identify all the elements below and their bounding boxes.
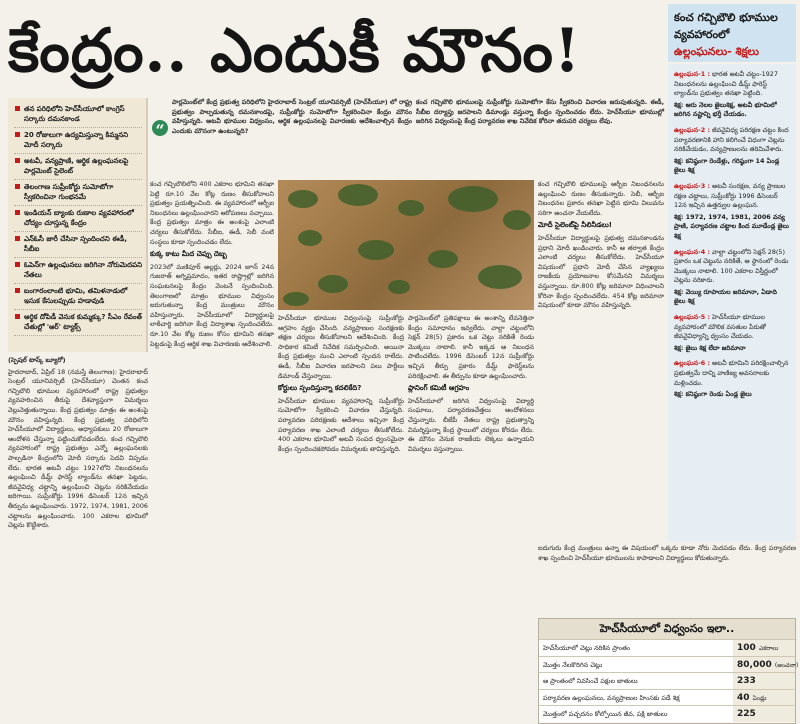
- highlight-item: అటవీ, వన్యప్రాణి, ఆర్థిక ఉల్లంఘనలపై పార్లమెంట్ సైలెంట్: [14, 154, 142, 180]
- row-label: పర్యావరణ ఉల్లంఘనలు, వన్యప్రాణుల హింసకు పడే శిక్ష: [539, 690, 733, 706]
- highlight-item: తన పరిధిలోని హెచ్‌సీయూలో కాంగ్రెస్ సర్కారు దమనకాండ: [14, 102, 142, 128]
- article-column-6: [538, 544, 796, 624]
- article-column-4: [408, 314, 534, 724]
- highlights-box: [8, 98, 148, 352]
- violation-label: ఉల్లంఘన-5 :: [674, 313, 710, 322]
- subheading: కోర్టులు స్పందిస్తున్నా కదలికేది?: [278, 384, 362, 393]
- row-label: హెచ్‌సీయూలో చెట్లు నరికిన ప్రాంతం: [539, 640, 733, 656]
- highlight-item: ఎన్‌ఓసీ జారీ చేసినా స్పందించని ఈడీ, సీబీఐ: [14, 232, 142, 258]
- violation-item: [674, 248, 790, 308]
- violation-label: ఉల్లంఘన-3 :: [674, 181, 710, 190]
- article-body: పార్లమెంట్‌లో ప్రతిపక్షాలు ఈ అంశాన్ని లేవనెత్తినా కేంద్రం సమాధానం ఇవ్వలేదు. వాల్టా చట్టంలోని సెక్షన్ 28(5) ప్రకారం ఒక చెట్టు నరికితే రెండు మొక్కలు నాటాలి. కానీ ఇక్కడ ఆ నిబంధన పాటించలేదు. 1996 డిసెంబర్ 12న సుప్రీంకోర్టు ఇచ్చిన తీర్పు ప్రకారం డీమ్డ్ ఫారెస్ట్‌లను పరిరక్షించాలి. ఈ తీర్పును కూడా ఉల్లంఘించారు.: [408, 314, 534, 380]
- headline: కేంద్రం.. ఎందుకీ మౌనం!: [8, 16, 582, 86]
- aerial-photo: [278, 180, 534, 310]
- table-title: హెచ్‌సీయూలో విధ్వంసం ఇలా..: [539, 619, 795, 639]
- article-body: హెచ్‌సీయూ భూముల వ్యవహారాన్ని సుప్రీంకోర్టు సుమోటోగా స్వీకరించి విచారణ చేస్తున్నది. పర్యావరణ పరిరక్షణకు ఆదేశాలు ఇచ్చినా కేంద్ర పర్యావరణ శాఖ ఎలాంటి చర్యలు తీసుకోలేదు. 400 ఎకరాల భూమిలో అటవీ సంపద ధ్వంసమైనా కేంద్రం స్పందించకపోవడం విమర్శలకు తావిస్తున్నది.: [278, 396, 404, 453]
- row-label: మొత్తంలో పచ్చదనం కోల్పోయిన జీవ, పక్షి జాతులు: [539, 706, 733, 722]
- violation-label: ఉల్లంఘన-2 :: [674, 125, 710, 134]
- intro-text: పార్లమెంట్‌లో కేంద్ర ప్రభుత్వ పరిధిలోని హైదరాబాద్ సెంట్రల్ యూనివర్సిటీ (హెచ్‌సీయూ) లో రాష్ట్ర ప్రభుత్వం పాల్పడుతున్న దమనకాండపై, సుప్రీంకోర్టు సుమోటోగా స్వీకరించినా కేంద్రం మౌనం వహిస్తున్నది. అటవీ భూముల విధ్వంసం, ఆర్థిక ఉల్లంఘనలపై విచారణకు ఆదేశించాల్సిన కేంద్రం ఎందుకు మౌనంగా ఉంటున్నది?: [172, 98, 412, 135]
- row-value: 225: [733, 706, 795, 722]
- highlight-item: ఆర్థిక దోపిడీ వెనుక కుమ్మక్కు? సీఎం రేవంత్ చేతుల్లో 'ఆర్‌' ట్యాక్స్: [14, 310, 142, 336]
- table-row: [539, 689, 795, 706]
- article-body: 2023లో మణిపూర్ అల్లర్లు, 2024 జూన్ 24న గుజరాత్ అగ్నిప్రమాదం, ఇతర రాష్ట్రాల్లో జరిగిన సంఘటనలపై కేంద్రం వెంటనే స్పందించింది. తెలంగాణలో మాత్రం భూముల విధ్వంసం జరుగుతున్నా కేంద్ర మంత్రులు మౌనం వహిస్తున్నారు. హెచ్‌సీయూలో విద్యార్థులపై లాఠీచార్జి జరిగినా కేంద్ర విద్యాశాఖ స్పందించలేదు. రూ.10 వేల కోట్ల రుణం కోసం భూమిని తనఖా పెట్టడంపై కేంద్ర ఆర్థిక శాఖ విచారణకు ఆదేశించాలి.: [150, 262, 274, 348]
- violation-label: ఉల్లంఘన-6 :: [674, 359, 710, 368]
- article-column-2: [150, 180, 274, 724]
- article-body: హైదరాబాద్, ఏప్రిల్ 18 (నమస్తే తెలంగాణ): హైదరాబాద్ సెంట్రల్ యూనివర్సిటీ (హెచ్‌సీయూ) చెంతన కంచ గచ్చిబౌలి భూముల వ్యవహారంలో రాష్ట్ర ప్రభుత్వం వ్యవహరించిన తీరుపై దేశవ్యాప్తంగా విమర్శలు వెల్లువెత్తుతున్నాయి. కేంద్ర ప్రభుత్వం మాత్రం ఈ అంశంపై మౌనం వహిస్తున్నది. కేంద్ర ప్రభుత్వ పరిధిలోని హెచ్‌సీయూలో విద్యార్థులు, అధ్యాపకులు 20 రోజులుగా ఆందోళన చేస్తున్నా పట్టించుకోవడంలేదు. కంచ గచ్చిబౌలి వ్యవహారంలో రాష్ట్ర ప్రభుత్వం ఎన్నో ఉల్లంఘనలకు పాల్పడినా కేంద్రంలోని మోదీ సర్కారు పెదవి విప్పడం లేదు. భారత అటవీ చట్టం 1927లోని నిబంధనలను ఉల్లంఘించి డీమ్డ్ ఫారెస్ట్ ల్యాండ్‌ను తనఖా పెట్టడం, జీవవైవిధ్య చట్టాన్ని ఉల్లంఘించి చెట్లను నరికివేయడం జరిగాయి. సుప్రీంకోర్టు 1996 డిసెంబర్ 12న ఇచ్చిన తీర్పును ఉల్లంఘించారు. 1972, 1974, 1981, 2006 చట్టాలను ఉల్లంఘించారు. 100 ఎకరాల భూమిలో చెట్లను కొట్టేశారు.: [8, 367, 148, 530]
- violation-text: హెచ్‌సీయూ భూముల వ్యవహారంలో మౌలిక వసతుల పేరుతో జీవవైవిధ్యాన్ని ధ్వంసం చేయడం.: [674, 313, 766, 341]
- article-body: హెచ్‌సీయూ భూముల విధ్వంసంపై సుప్రీంకోర్టు ఆగ్రహం వ్యక్తం చేసింది. వన్యప్రాణుల సంరక్షణకు తక్షణ చర్యలు తీసుకోవాలని ఆదేశించింది. కేంద్ర సాధికార కమిటీ నివేదిక సమర్పించింది. అయినా కేంద్ర ప్రభుత్వం నుంచి ఎలాంటి స్పందన రాలేదు. ఈడీ, సీబీఐ విచారణ జరపాలని పలు పార్టీలు డిమాండ్ చేస్తున్నాయి.: [278, 314, 404, 380]
- violation-label: ఉల్లంఘన-4 :: [674, 247, 710, 256]
- violations-header-line3: ఉల్లంఘనలు- శిక్షలు: [674, 45, 759, 58]
- violation-text: వాల్టా చట్టంలోని సెక్షన్ 28(5) ప్రకారం ఒక చెట్టును నరికితే, ఆ స్థానంలో రెండు మొక్కలు నాటాలి. 100 ఎకరాల విస్తీర్ణంలో చెట్లను నరికారు.: [674, 247, 789, 285]
- violations-header: [668, 4, 796, 62]
- violation-item: [674, 70, 790, 120]
- highlight-item: బంగారంలాంటి భూమి, తమిళనాడులో ఇసుక కేసులప్పుడు హడావుడి: [14, 284, 142, 310]
- quote-icon: “: [152, 120, 168, 136]
- row-value: 80,000 (అంచనా): [733, 657, 795, 673]
- violation-text: అటవీ సంరక్షణ, వన్య ప్రాణుల రక్షణ చట్టాలు, సుప్రీంకోర్టు 1996 డిసెంబర్ 12న ఇచ్చిన ఉత్తర్వుల ఉల్లంఘన.: [674, 181, 786, 210]
- destruction-table: [538, 618, 799, 724]
- highlight-item: తెలంగాణ సుప్రీంకోర్టు సుమోటోగా స్వీకరించినా గుంభనమే: [14, 180, 142, 206]
- row-label: ఆ ప్రాంతంలో నివసించే పక్షుల జాతులు: [539, 673, 733, 689]
- intro-text: కంచ గచ్చిబౌలి భూములపై సుప్రీంకోర్టు సుమోటోగా కేసు స్వీకరించి విచారణ జరుపుతున్నది. ఈడీ, సీబీఐ దర్యాప్తు జరపాలని డిమాండ్లు వస్తున్నా కేంద్రం స్పందించడం లేదు. హెచ్‌సీయూ భూముల్లో జరిగిన విధ్వంసంపై కేంద్ర పర్యావరణ శాఖ నివేదిక కోరినా తదుపరి చర్యలు లేవు.: [416, 98, 664, 126]
- violation-item: [674, 126, 790, 176]
- violation-penalty: శిక్ష: 1972, 1974, 1981, 2006 వన్య ప్రాణి, పర్యావరణ చట్టాల కింద మూడేండ్ల జైలు శిక్ష: [674, 212, 789, 240]
- dateline: (స్పెషల్ టాస్క్ బ్యూరో): [8, 356, 66, 364]
- subheading: మోదీ సైలెంట్‌పై నీలినీడలు!: [538, 221, 612, 230]
- highlight-item: 20 రోజులుగా ఉద్యమిస్తున్నా కిమ్మనని మోదీ సర్కారు: [14, 128, 142, 154]
- article-body: ఐదుగురు కేంద్ర మంత్రులు ఉన్నా ఈ విషయంలో ఒక్కరు కూడా నోరు మెదపడం లేదు. కేంద్ర పర్యావరణ శాఖ స్పందించి హెచ్‌సీయూ భూములను కాపాడాలని విద్యార్థులు కోరుతున్నారు.: [538, 544, 796, 562]
- violation-text: భారత అటవీ చట్టం-1927 నిబంధనలను ఉల్లంఘించి డీమ్డ్ ఫారెస్ట్ ల్యాండ్‌ను ప్రభుత్వం తనఖా పెట్టింది.: [674, 70, 778, 98]
- row-value: 100 ఎకరాలు: [733, 640, 795, 656]
- article-body: హెచ్‌సీయూలో జరిగిన విధ్వంసంపై విద్యార్థి సంఘాలు, పర్యావరణవేత్తలు ఆందోళనలు చేస్తున్నారు. బీజేపీ నేతలు రాష్ట్ర ప్రభుత్వాన్ని విమర్శిస్తున్నా కేంద్ర స్థాయిలో చర్యలు కోరడం లేదు. ఈ మౌనం వెనుక రాజకీయ లెక్కలు ఉన్నాయని విమర్శలు వస్తున్నాయి.: [408, 396, 534, 453]
- violation-item: [674, 182, 790, 242]
- violation-penalty: శిక్ష: వెయ్యి రూపాయల జరిమానా, ఏడాది జైలు శిక్ష: [674, 287, 777, 306]
- article-column-3: [278, 314, 404, 724]
- violation-label: ఉల్లంఘన-1 :: [674, 70, 710, 78]
- violation-item: [674, 359, 790, 399]
- highlight-item: ఇండియన్ బ్యాంకు రుణాల వ్యవహారంలో చోద్యం చూస్తున్న కేంద్రం: [14, 206, 142, 232]
- table-row: [539, 639, 795, 656]
- article-column-1: [8, 356, 148, 724]
- violation-text: జీవవైవిధ్య పరిరక్షణ చట్టం కింద పర్యావరణానికి హాని కలిగించే విధంగా చెట్లను నరికివేయడం, వన్యప్రాణులను తరిమివేశారు.: [674, 125, 789, 154]
- intro-block-2: [416, 98, 664, 176]
- violations-header-line2: వ్యవహారంలో: [674, 28, 730, 41]
- row-label: మొత్తం నేలకొరిగిన చెట్లు: [539, 657, 733, 673]
- violation-penalty: శిక్ష: జైలు శిక్ష లేదా జరిమానా: [674, 343, 746, 352]
- article-body: కంచ గచ్చిబౌలి భూములపై ఆర్బీఐ నిబంధనలను ఉల్లంఘించి రుణం తీసుకున్నారు. సెబీ, ఆర్బీఐ నిబంధనల ప్రకారం తనఖా పెట్టిన భూమి విలువను సరిగా అంచనా వేయలేదు.: [538, 180, 664, 217]
- article-body: హెచ్‌సీయూ విద్యార్థులపై ప్రభుత్వ దమనకాండను ప్రధాని మోదీ ఖండించారు. కానీ ఆ తర్వాత కేంద్రం ఎలాంటి చర్యలు తీసుకోలేదు. హెచ్‌సీయూ విషయంలో ప్రధాని మోదీ చేసిన వ్యాఖ్యలు రాజకీయ ప్రయోజనాల కోసమేనని విమర్శలు వస్తున్నాయి. రూ.800 కోట్ల జరిమానా విధించాలని కోరినా కేంద్రం స్పందించలేదు. 454 కోట్ల జరిమానా విషయంలో కూడా మౌనం వహిస్తున్నది.: [538, 233, 664, 310]
- row-value: 233: [733, 673, 795, 689]
- violations-header-line1: కంచ గచ్చిబౌలి భూముల: [674, 11, 778, 24]
- violation-penalty: శిక్ష: కనిష్ఠంగా రెండేళ్లు, గరిష్ఠంగా 14 ఏండ్ల జైలు శిక్ష: [674, 156, 780, 175]
- violation-penalty: శిక్ష: ఆరు నెలల జైలుశిక్ష, అటవీ భూమిలో జరిగిన నష్టాన్ని భర్తీ చేయడం.: [674, 100, 777, 119]
- violation-text: అటవీ భూమిని పరిరక్షించాల్సిన ప్రభుత్వమే దాన్ని వాణిజ్య అవసరాలకు మళ్లించడం.: [674, 359, 789, 387]
- highlight-item: ఓపెన్‌గా ఉల్లంఘనలు జరిగినా నోరుమెదపని నేతలు: [14, 258, 142, 284]
- row-value: 40 ఏండ్లు: [733, 690, 795, 706]
- violations-list: [668, 64, 796, 542]
- violation-penalty: శిక్ష: కనిష్ఠంగా రెండు ఏండ్ల జైలు: [674, 390, 752, 399]
- article-column-5: [538, 180, 664, 542]
- table-row: [539, 705, 795, 722]
- article-body: కంచ గచ్చిబౌలిలోని 400 ఎకరాల భూమిని తనఖా పెట్టి రూ.10 వేల కోట్ల రుణం తీసుకోవాలని ప్రభుత్వం ప్రయత్నించింది. ఈ వ్యవహారంలో ఆర్బీఐ నిబంధనలు ఉల్లంఘించారని ఆరోపణలు వచ్చాయి. కేంద్ర ప్రభుత్వం మాత్రం ఈ అంశంపై ఎలాంటి చర్యలు తీసుకోలేదు. సీబీఐ, ఈడీ, సెబీ వంటి సంస్థలు కూడా స్పందించడం లేదు.: [150, 180, 274, 246]
- table-row: [539, 672, 795, 689]
- subheading: కుక్క కాటు మీద చెప్పు దెబ్బ: [150, 250, 227, 259]
- intro-block: [150, 98, 412, 176]
- subheading: ప్లానింగ్ కమిటీ ఆగ్రహం: [408, 384, 470, 393]
- table-row: [539, 656, 799, 673]
- violation-item: [674, 313, 790, 353]
